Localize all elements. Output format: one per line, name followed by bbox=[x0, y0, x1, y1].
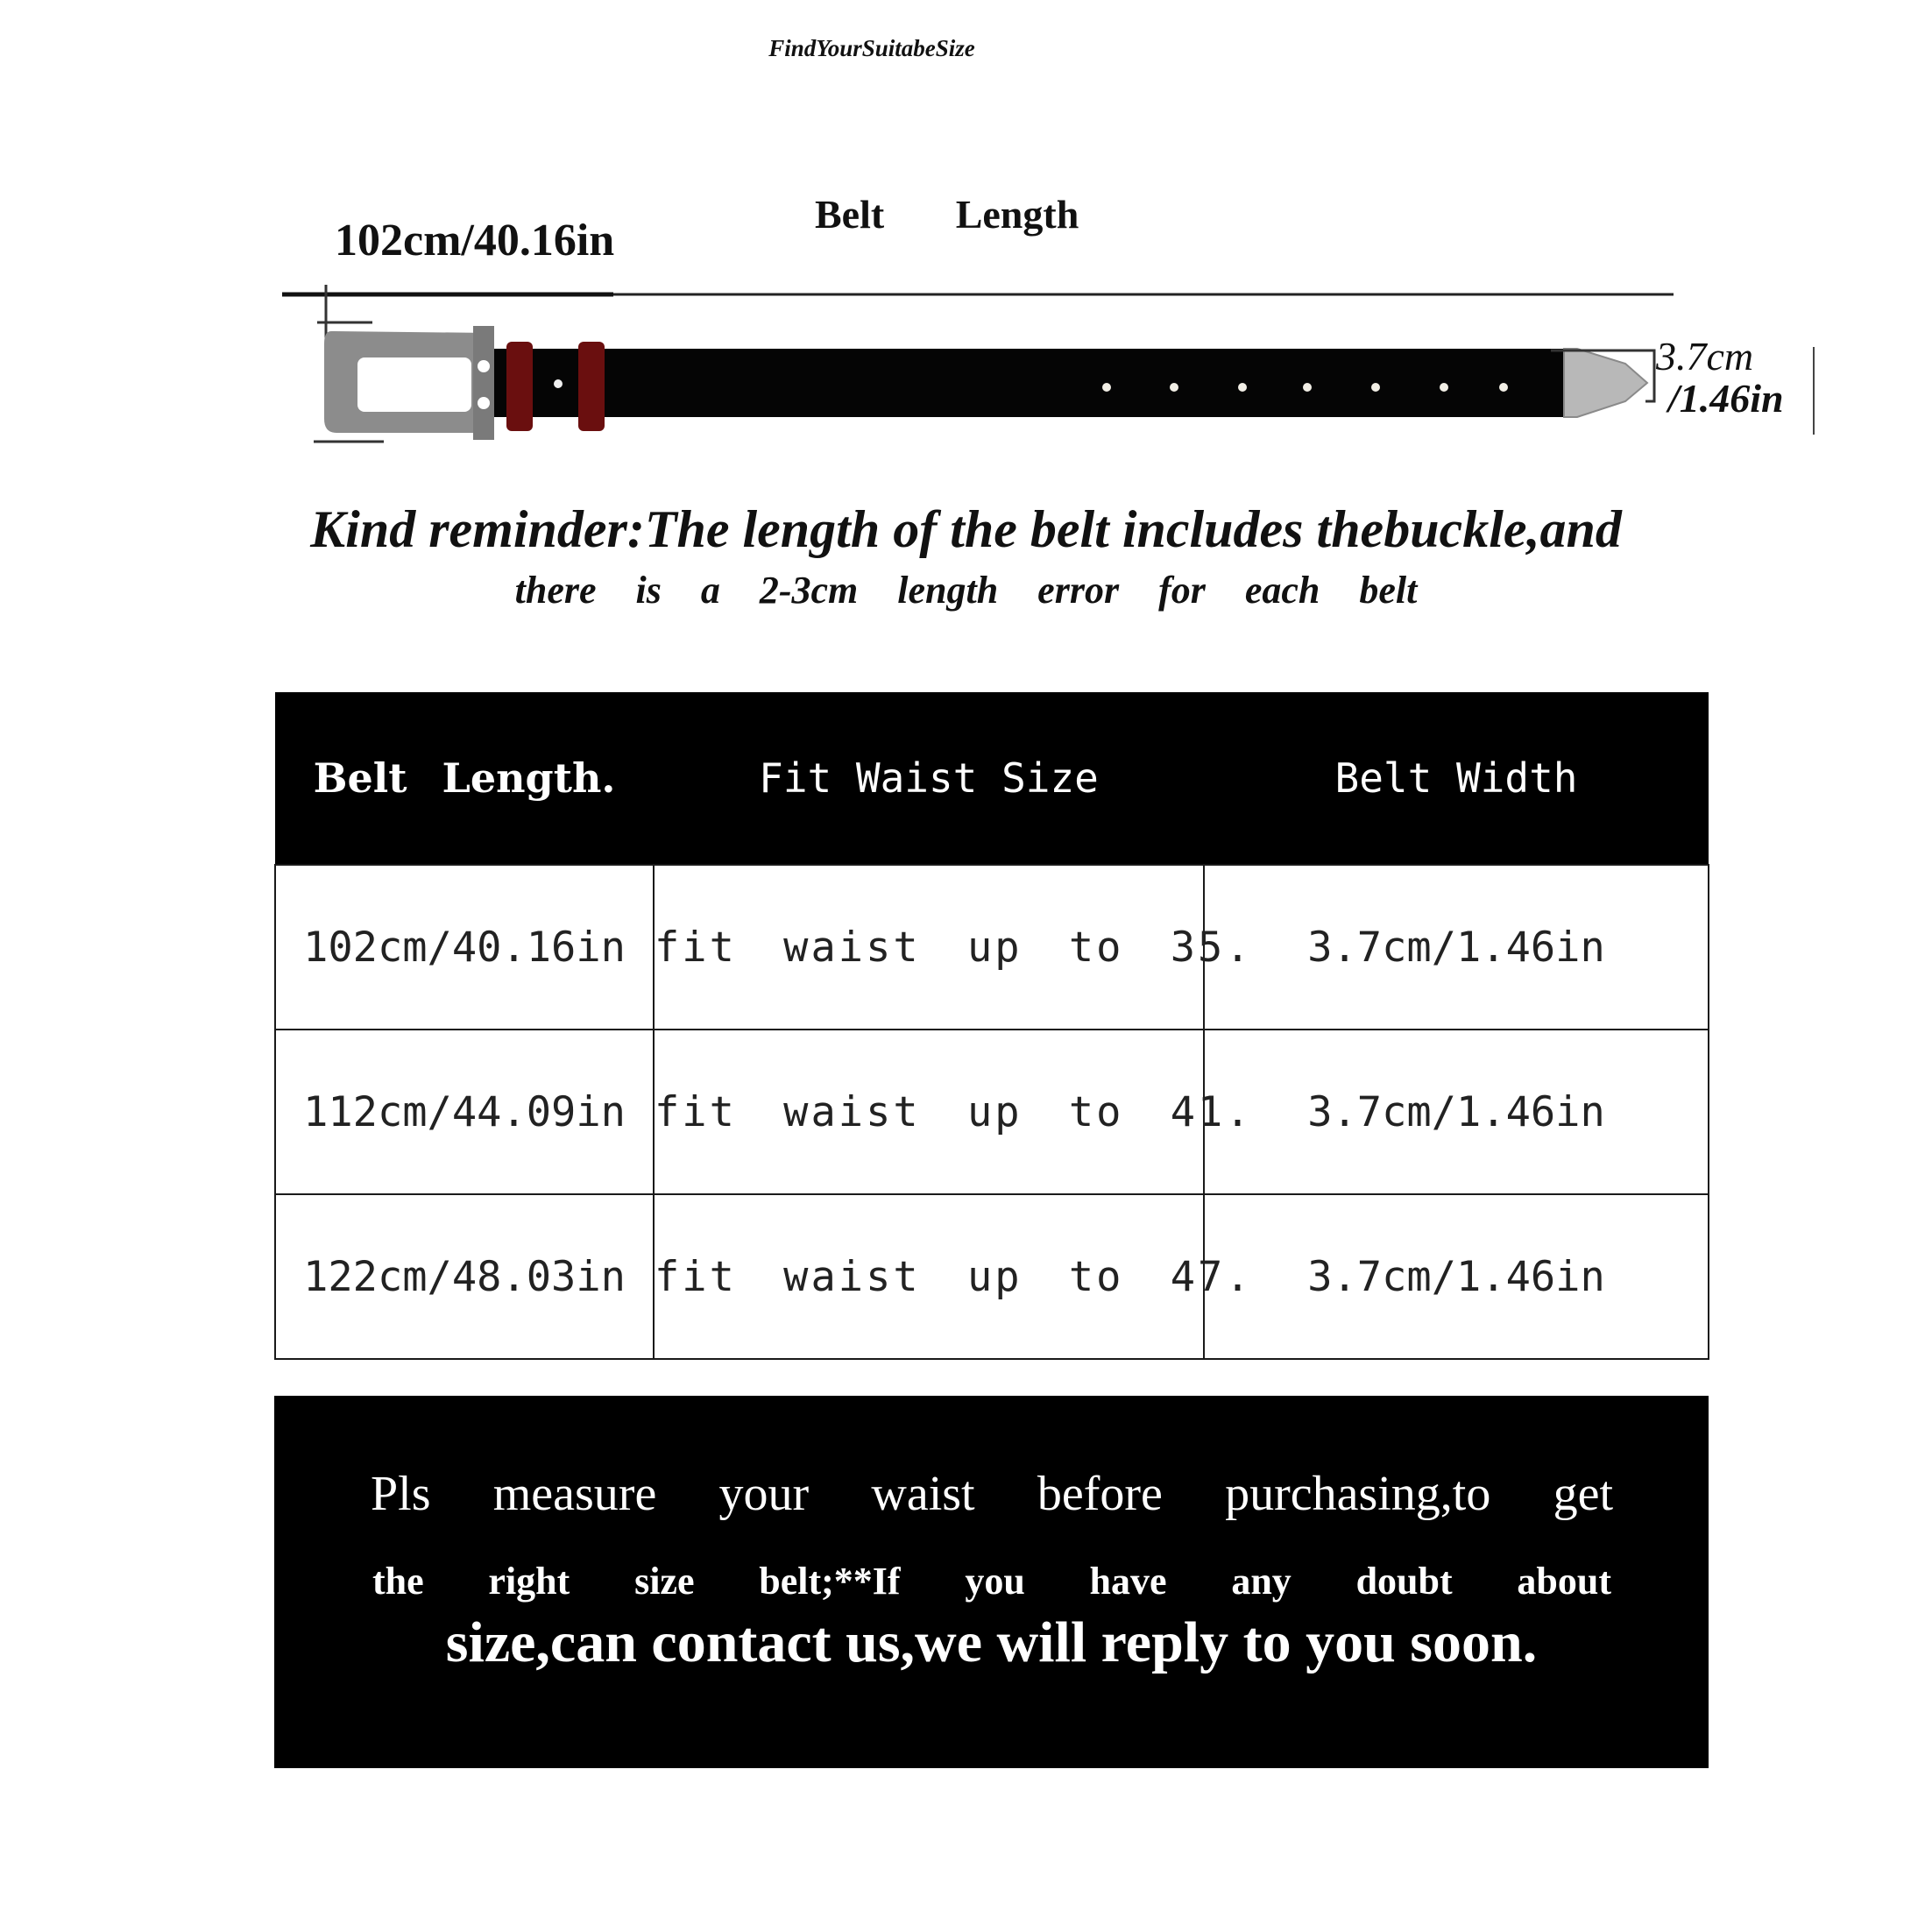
strap-hole-0 bbox=[554, 379, 563, 388]
reminder-line-2: there is a 2-3cm length error for each belt bbox=[514, 569, 1418, 612]
cell-fit-waist: fit waist up to 41. bbox=[654, 1030, 1204, 1194]
cell-fit-waist: fit waist up to 35. bbox=[654, 865, 1204, 1030]
keeper-2 bbox=[578, 342, 605, 431]
keeper-1 bbox=[506, 342, 533, 431]
belt-length-caption: Belt Length bbox=[815, 192, 1079, 237]
reminder-line-1: Kind reminder:The length of the belt includes thebuckle,and bbox=[310, 500, 1622, 558]
cell-belt-length: 112cm/44.09in bbox=[275, 1030, 654, 1194]
strap-hole-5 bbox=[1371, 383, 1380, 392]
page-title: FindYourSuitabeSize bbox=[768, 35, 975, 61]
notice-line-1: Pls measure your waist before purchasing,to get bbox=[371, 1467, 1613, 1521]
table-header-row bbox=[275, 692, 1709, 865]
cell-belt-width: 3.7cm/1.46in bbox=[1204, 865, 1709, 1030]
table-row bbox=[275, 1030, 1709, 1194]
cell-belt-width: 3.7cm/1.46in bbox=[1204, 1030, 1709, 1194]
header-belt-length: Belt Length. bbox=[275, 692, 654, 865]
belt-strap bbox=[491, 349, 1577, 417]
strap-hole-2 bbox=[1170, 383, 1178, 392]
header-fit-waist-size: Fit Waist Size bbox=[654, 692, 1204, 865]
strap-hole-6 bbox=[1440, 383, 1448, 392]
strap-hole-3 bbox=[1238, 383, 1247, 392]
header-belt-width: Belt Width bbox=[1204, 692, 1709, 865]
cell-belt-width: 3.7cm/1.46in bbox=[1204, 1194, 1709, 1359]
strap-hole-4 bbox=[1303, 383, 1312, 392]
strap-hole-1 bbox=[1102, 383, 1111, 392]
cell-belt-length: 102cm/40.16in bbox=[275, 865, 654, 1030]
measure-notice bbox=[274, 1396, 1709, 1768]
buckle bbox=[324, 326, 494, 440]
table-row bbox=[275, 1194, 1709, 1359]
table-row bbox=[275, 865, 1709, 1030]
belt-width-cm: 3.7cm bbox=[1656, 334, 1754, 379]
belt-width-in: /1.46in bbox=[1668, 376, 1784, 421]
notice-line-2: the right size belt;**If you have any doubt about bbox=[372, 1560, 1611, 1603]
strap-hole-7 bbox=[1499, 383, 1508, 392]
cell-belt-length: 122cm/48.03in bbox=[275, 1194, 654, 1359]
belt-length-label: 102cm/40.16in bbox=[335, 216, 615, 265]
cell-fit-waist: fit waist up to 47. bbox=[654, 1194, 1204, 1359]
size-table bbox=[274, 692, 1709, 1360]
belt-diagram bbox=[0, 263, 1932, 464]
belt-tip bbox=[1564, 349, 1647, 417]
belt-width-label bbox=[1656, 336, 1784, 420]
notice-line-3: size,can contact us,we will reply to you soon. bbox=[445, 1610, 1538, 1674]
